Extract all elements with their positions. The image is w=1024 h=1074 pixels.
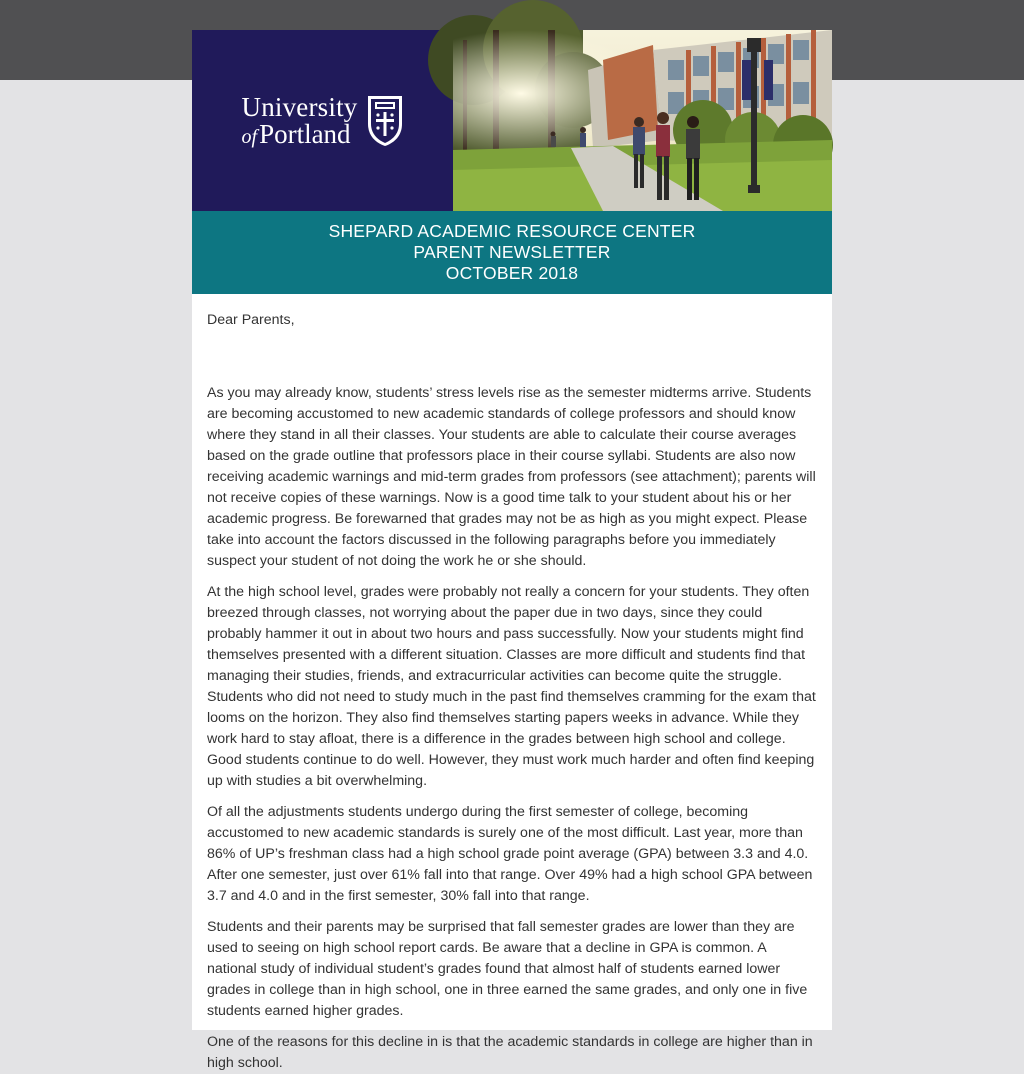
campus-photo	[453, 30, 832, 211]
newsletter-date: OCTOBER 2018	[445, 263, 579, 283]
university-logo[interactable]	[241, 91, 404, 149]
paragraph: At the high school level, grades were probably not really a concern for your students. They often breezed through classes, not worrying about the paper due in two days, since they could probably hammer it out in about two hours and pass successfully. Now your students might find themselves presented with a different situation. Classes are more difficult and students find that managing their studies, friends, and extracurricular activities can become quite the struggle. Students who did not need to study much in the past find themselves cramming for the exam that looms on the horizon. They also find themselves starting papers weeks in advance. While they work hard to stay afloat, there is a difference in the grades between high school and college. Good students continue to do well. However, they must work much harder and often find keeping up with studies a bit overwhelming.	[207, 584, 816, 789]
logo-line-university: University	[241, 91, 358, 122]
center-name: SHEPARD ACADEMIC RESOURCE CENTER	[328, 221, 696, 241]
hero-header	[192, 30, 832, 211]
logo-panel	[192, 30, 453, 211]
paragraph: One of the reasons for this decline in is that the academic standards in college are higher than in high school.	[207, 1034, 813, 1071]
logo-of: of	[241, 125, 258, 148]
greeting: Dear Parents,	[207, 312, 295, 328]
newsletter-title: PARENT NEWSLETTER	[413, 242, 611, 262]
paragraph: Students and their parents may be surprised that fall semester grades are lower than they are used to seeing on high school report cards. Be aware that a decline in GPA is common. A national study of individual student’s grades found that almost half of students earned lower grades in college than in high school, one in three earned the same grades, and only one in five students earned higher grades.	[207, 919, 808, 1019]
newsletter-title-band	[192, 211, 832, 294]
newsletter-email	[192, 30, 832, 1071]
letter-body	[192, 294, 832, 1074]
paragraph: As you may already know, students’ stress levels rise as the semester midterms arrive. Students are becoming accustomed to new academic standards of college professors and should know where they stand in all their classes. Your students are able to calculate their course averages based on the grade outline that professors place in their course syllabi. Students are also now receiving academic warnings and mid-term grades from professors (see attachment); parents will not receive copies of these warnings. Now is a good time talk to your student about his or her academic progress. Be forewarned that grades may not be as high as you might expect. Please take into account the factors discussed in the following paragraphs before you immediately suspect your student of not doing the work he or she should.	[207, 385, 816, 569]
logo-line-portland	[241, 118, 358, 149]
logo-portland: Portland	[259, 118, 351, 149]
paragraph: Of all the adjustments students undergo during the first semester of college, becoming accustomed to new academic standards is surely one of the most difficult. Last year, more than 86% of UP’s freshman class had a high school grade point average (GPA) between 3.3 and 4.0. After one semester, just over 61% fall into that range. Over 49% had a high school GPA between 3.7 and 4.0 and in the first semester, 30% fall into that range.	[207, 804, 813, 904]
logo-wordmark	[241, 91, 358, 149]
shield-crest-icon	[366, 94, 404, 148]
